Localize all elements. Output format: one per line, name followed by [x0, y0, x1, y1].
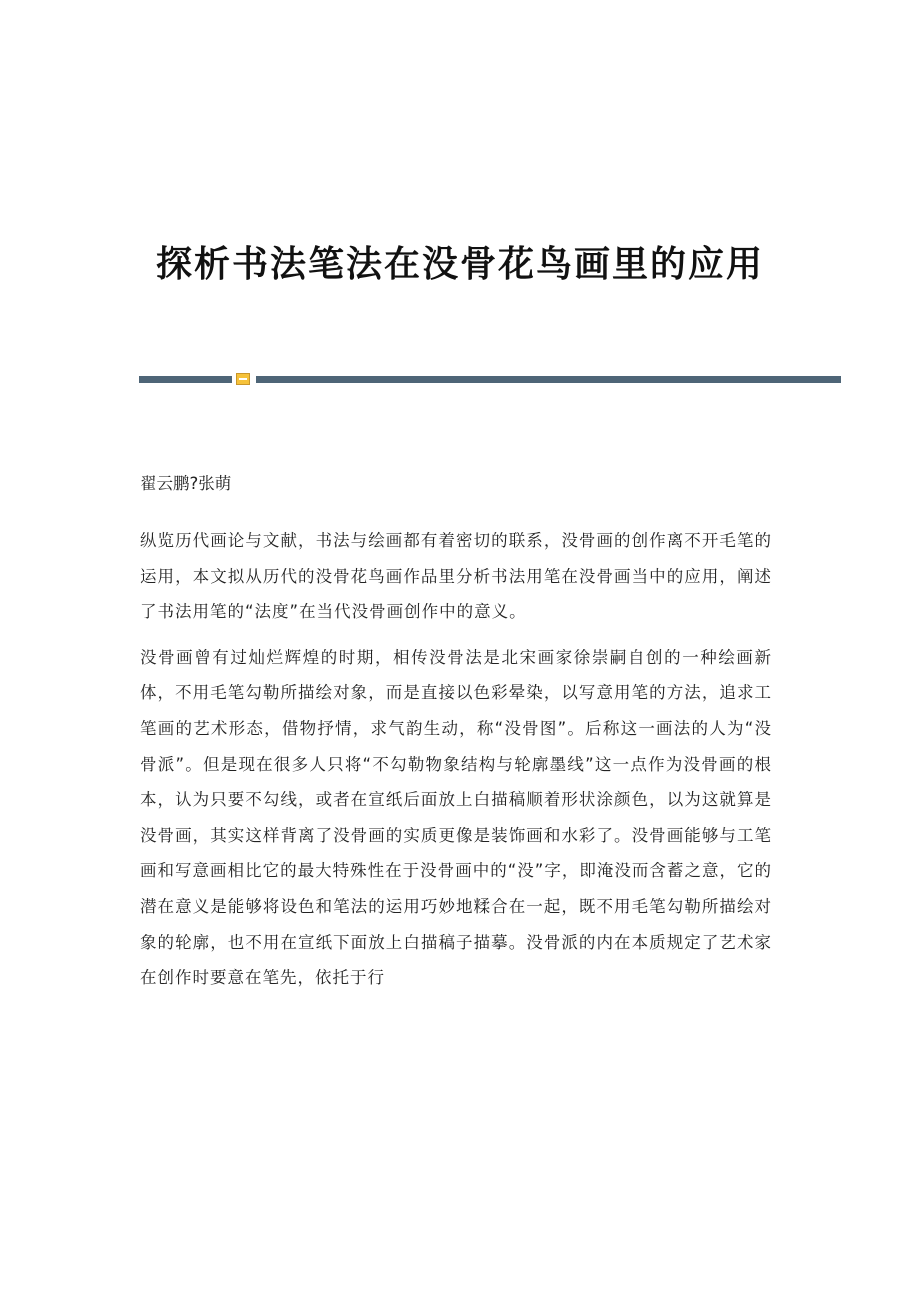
author-line: 翟云鹏?张萌	[140, 474, 232, 493]
divider-ornament-icon	[236, 373, 250, 385]
paragraph-abstract: 纵览历代画论与文献，书法与绘画都有着密切的联系，没骨画的创作离不开毛笔的运用，本文拟从历代的没骨花鸟画作品里分析书法用笔在没骨画当中的应用，阐述了书法用笔的“法度”在当代没骨画创作中的意义。	[140, 531, 772, 622]
divider-bar-left	[139, 376, 232, 383]
page-title: 探析书法笔法在没骨花鸟画里的应用	[155, 243, 764, 286]
paragraph-body: 没骨画曾有过灿烂辉煌的时期，相传没骨法是北宋画家徐崇嗣自创的一种绘画新体，不用毛笔勾勒所描绘对象，而是直接以色彩晕染，以写意用笔的方法，追求工笔画的艺术形态，借物抒情，求气韵生动，称“没骨图”。后称这一画法的人为“没骨派”。但是现在很多人只将“不勾勒物象结构与轮廓墨线”这一点作为没骨画的根本，认为只要不勾线，或者在宣纸后面放上白描稿顺着形状涂颜色，以为这就算是没骨画，其实这样背离了没骨画的实质更像是装饰画和水彩了。没骨画能够与工笔画和写意画相比它的最大特殊性在于没骨画中的“没”字，即淹没而含蓄之意，它的潜在意义是能够将设色和笔法的运用巧妙地糅合在一起，既不用毛笔勾勒所描绘对象的轮廓，也不用在宣纸下面放上白描稿子描摹。没骨派的内在本质规定了艺术家在创作时要意在笔先，依托于行	[140, 647, 772, 988]
divider-bar-right	[256, 376, 841, 383]
article-body	[140, 468, 772, 1006]
title-divider	[139, 372, 841, 386]
